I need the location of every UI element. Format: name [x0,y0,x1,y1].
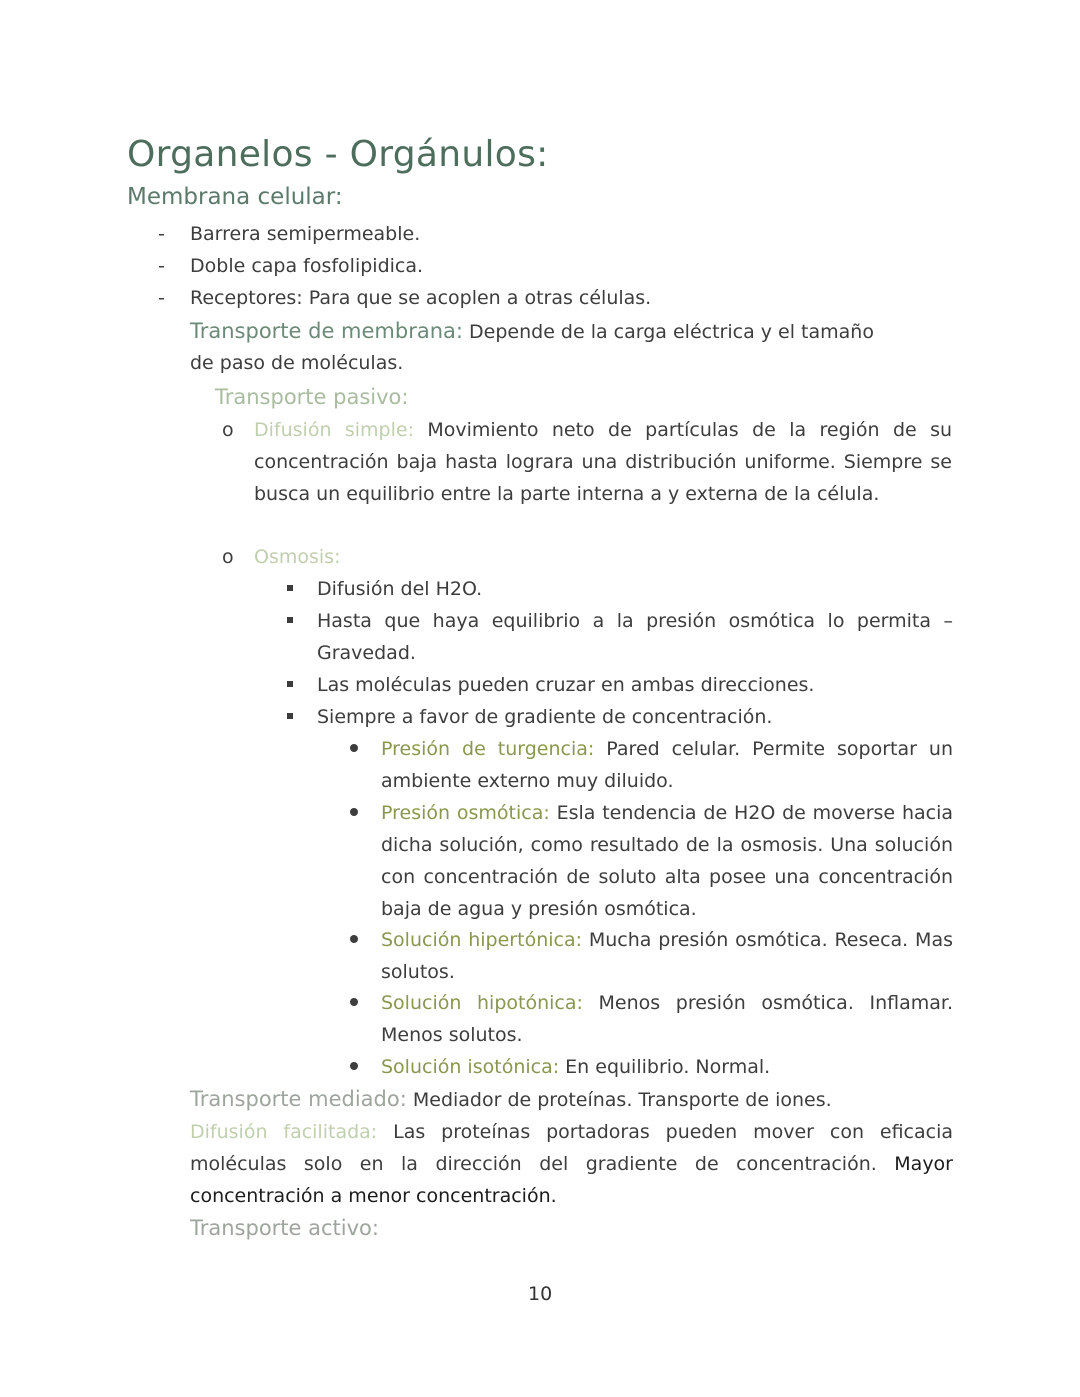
round-bullet [350,998,358,1006]
solucion-isotonica-label: Solución isotónica: [381,1056,560,1078]
difusion-facilitada [190,1116,953,1212]
square-bullet [287,681,293,687]
transporte-mediado-text: Mediador de proteínas. Transporte de iones. [412,1089,832,1111]
round-bullet [350,1062,358,1070]
transporte-membrana [190,315,874,348]
list-item: Doble capa fosfolipidica. [190,255,424,277]
transporte-mediado-label: Transporte mediado: [190,1087,407,1111]
solucion-isotonica-text: En equilibrio. Normal. [565,1056,771,1078]
osmosis-item: Hasta que haya equilibrio a la presión osmótica lo permita – Gravedad. [317,610,953,664]
round-bullet [350,808,358,816]
square-bullet [287,617,293,623]
difusion-facilitada-label: Difusión facilitada: [190,1121,378,1143]
transporte-membrana-cont: de paso de moléculas. [190,352,404,374]
list-item: Barrera semipermeable. [190,223,421,245]
transporte-activo-heading: Transporte activo: [190,1216,379,1240]
presion-turgencia-label: Presión de turgencia: [381,738,595,760]
difusion-simple-text: Movimiento neto de partículas de la región de su concentración baja hasta lograra una distribución uniforme. Siempre se busca un equilibrio entre la parte interna a y externa de la célula. [254,419,953,505]
square-bullet [287,585,293,591]
solucion-hipotonica-text: Menos presión osmótica. Inflamar. Menos solutos. [381,992,953,1046]
difusion-simple-label: Difusión simple: [254,419,414,441]
presion-osmotica-label: Presión osmótica: [381,802,550,824]
presion-osmotica [381,797,953,925]
osmosis-heading: Osmosis: [254,546,341,568]
square-bullet [287,713,293,719]
list-item: Receptores: Para que se acoplen a otras células. [190,287,652,309]
solucion-hipotonica-label: Solución hipotónica: [381,992,583,1014]
presion-turgencia-text: Pared celular. Permite soportar un ambiente externo muy diluido. [381,738,953,792]
difusion-simple [254,414,952,510]
osmosis-item: Las moléculas pueden cruzar en ambas direcciones. [317,674,815,696]
dash-marker: - [158,287,165,309]
solucion-hipotonica [381,987,953,1051]
round-bullet [350,744,358,752]
solucion-hipertonica-text: Mucha presión osmótica. Reseca. Mas solutos. [381,929,953,983]
page-title: Organelos - Orgánulos: [127,134,549,175]
section-heading: Membrana celular: [127,184,343,210]
osmosis-item: Difusión del H2O. [317,578,483,600]
osmosis-item: Siempre a favor de gradiente de concentración. [317,706,773,728]
presion-turgencia [381,733,953,797]
round-bullet [350,935,358,943]
solucion-hipertonica-label: Solución hipertónica: [381,929,583,951]
difusion-facilitada-emphasis: Mayor concentración a menor concentración. [190,1153,953,1207]
dash-marker: - [158,255,165,277]
solucion-isotonica [381,1051,770,1083]
transporte-membrana-text: Depende de la carga eléctrica y el tamaño [469,321,874,343]
circle-marker: o [222,546,234,568]
transporte-membrana-label: Transporte de membrana: [190,319,463,343]
transporte-pasivo-heading: Transporte pasivo: [215,385,409,409]
circle-marker: o [222,419,234,441]
dash-marker: - [158,223,165,245]
solucion-hipertonica [381,924,953,988]
page-number: 10 [528,1283,553,1305]
difusion-facilitada-text: Las proteínas portadoras pueden mover con eficacia moléculas solo en la dirección del gradiente de concentración. [190,1121,954,1175]
presion-osmotica-text: Esla tendencia de H2O de moverse hacia dicha solución, como resultado de la osmosis. Una solución con concentración de soluto alta posee una concentración baja de agua y presión osmótica. [381,802,953,920]
transporte-mediado [190,1083,832,1116]
